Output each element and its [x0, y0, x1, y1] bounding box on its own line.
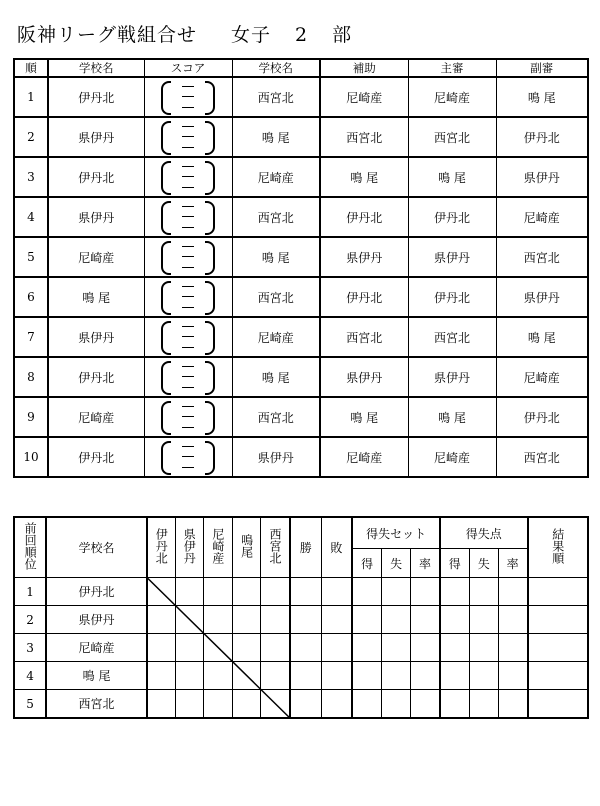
deputy-referee: 尼崎産	[496, 357, 588, 397]
result-cell	[261, 606, 290, 634]
right-paren-icon	[205, 161, 215, 195]
school-b: 鳴 尾	[232, 357, 320, 397]
loss-cell	[321, 606, 352, 634]
score-dash	[182, 296, 194, 297]
score-bracket	[159, 440, 217, 474]
match-row	[14, 437, 588, 477]
header-opp-4: 鳴尾	[239, 534, 254, 558]
assist-school: 鳴 尾	[320, 397, 408, 437]
chief-referee: 西宮北	[408, 317, 496, 357]
score-cell	[144, 117, 232, 157]
assist-school: 伊丹北	[320, 197, 408, 237]
title-division: 女子	[231, 24, 272, 46]
match-order: 4	[14, 197, 48, 237]
result-cell	[147, 634, 175, 662]
school-a: 県伊丹	[48, 197, 144, 237]
result-cell	[232, 634, 260, 662]
result-cell	[203, 634, 232, 662]
set-gain-cell	[352, 690, 381, 719]
match-row	[14, 197, 588, 237]
point-rate-cell	[498, 634, 527, 662]
chief-referee: 県伊丹	[408, 237, 496, 277]
match-row	[14, 277, 588, 317]
match-row	[14, 237, 588, 277]
school-a: 鳴 尾	[48, 277, 144, 317]
match-order: 2	[14, 117, 48, 157]
left-paren-icon	[161, 281, 171, 315]
header-set-lose: 失	[381, 549, 410, 578]
chief-referee: 伊丹北	[408, 277, 496, 317]
score-dash	[182, 416, 194, 417]
point-rate-cell	[498, 662, 527, 690]
point-lose-cell	[469, 690, 498, 719]
match-order: 9	[14, 397, 48, 437]
score-dash	[182, 187, 194, 188]
result-cell	[203, 662, 232, 690]
prev-rank: 3	[14, 634, 46, 662]
result-cell	[261, 690, 290, 719]
right-paren-icon	[205, 361, 215, 395]
result-cell	[203, 578, 232, 606]
assist-school: 伊丹北	[320, 277, 408, 317]
left-paren-icon	[161, 161, 171, 195]
right-paren-icon	[205, 321, 215, 355]
left-paren-icon	[161, 321, 171, 355]
deputy-referee: 西宮北	[496, 437, 588, 477]
score-dash	[182, 336, 194, 337]
set-rate-cell	[411, 578, 440, 606]
match-row	[14, 397, 588, 437]
match-row	[14, 117, 588, 157]
result-cell	[175, 662, 203, 690]
school-b: 県伊丹	[232, 437, 320, 477]
chief-referee: 県伊丹	[408, 357, 496, 397]
score-bracket	[159, 160, 217, 194]
right-paren-icon	[205, 441, 215, 475]
school-b: 鳴 尾	[232, 237, 320, 277]
right-paren-icon	[205, 401, 215, 435]
win-cell	[290, 690, 321, 719]
score-cell	[144, 437, 232, 477]
header-opp-2: 県伊丹	[182, 528, 197, 564]
match-order: 1	[14, 77, 48, 117]
score-bracket	[159, 80, 217, 114]
score-cell	[144, 77, 232, 117]
score-cell	[144, 317, 232, 357]
score-cell	[144, 157, 232, 197]
result-rank-cell	[528, 606, 589, 634]
result-rank-cell	[528, 662, 589, 690]
school-a: 伊丹北	[48, 77, 144, 117]
loss-cell	[321, 690, 352, 719]
assist-school: 西宮北	[320, 117, 408, 157]
header-set-diff: 得失セット	[352, 517, 440, 549]
score-dash	[182, 166, 194, 167]
result-cell	[175, 634, 203, 662]
chief-referee: 尼崎産	[408, 437, 496, 477]
page-title	[17, 20, 352, 47]
set-lose-cell	[381, 634, 410, 662]
score-dash	[182, 96, 194, 97]
header-point-lose: 失	[469, 549, 498, 578]
point-rate-cell	[498, 690, 527, 719]
standings-row	[14, 662, 588, 690]
school-b: 西宮北	[232, 77, 320, 117]
header-order: 順	[14, 59, 48, 77]
set-rate-cell	[411, 690, 440, 719]
point-lose-cell	[469, 634, 498, 662]
header-point-diff: 得失点	[440, 517, 528, 549]
result-rank-cell	[528, 578, 589, 606]
deputy-referee: 県伊丹	[496, 157, 588, 197]
deputy-referee: 西宮北	[496, 237, 588, 277]
score-bracket	[159, 360, 217, 394]
chief-referee: 尼崎産	[408, 77, 496, 117]
assist-school: 県伊丹	[320, 237, 408, 277]
chief-referee: 伊丹北	[408, 197, 496, 237]
result-cell	[232, 690, 260, 719]
chief-referee: 鳴 尾	[408, 157, 496, 197]
right-paren-icon	[205, 241, 215, 275]
score-dash	[182, 456, 194, 457]
header-point-gain: 得	[440, 549, 469, 578]
loss-cell	[321, 634, 352, 662]
point-rate-cell	[498, 606, 527, 634]
score-dash	[182, 366, 194, 367]
left-paren-icon	[161, 401, 171, 435]
right-paren-icon	[205, 201, 215, 235]
score-bracket	[159, 280, 217, 314]
deputy-referee: 鳴 尾	[496, 317, 588, 357]
point-gain-cell	[440, 606, 469, 634]
score-bracket	[159, 200, 217, 234]
header-prev-rank: 前回順位	[23, 522, 38, 570]
school-name: 西宮北	[46, 690, 147, 719]
chief-referee: 鳴 尾	[408, 397, 496, 437]
match-row	[14, 357, 588, 397]
left-paren-icon	[161, 121, 171, 155]
set-lose-cell	[381, 606, 410, 634]
deputy-referee: 県伊丹	[496, 277, 588, 317]
result-rank-cell	[528, 690, 589, 719]
score-cell	[144, 397, 232, 437]
header-win: 勝	[290, 517, 321, 578]
score-cell	[144, 197, 232, 237]
title-number: 2	[295, 24, 309, 46]
school-b: 西宮北	[232, 397, 320, 437]
header-school: 学校名	[46, 517, 147, 578]
assist-school: 尼崎産	[320, 437, 408, 477]
set-gain-cell	[352, 578, 381, 606]
right-paren-icon	[205, 121, 215, 155]
score-dash	[182, 176, 194, 177]
standings-table	[13, 516, 589, 719]
result-cell	[203, 606, 232, 634]
header-chief-referee: 主審	[408, 59, 496, 77]
set-lose-cell	[381, 578, 410, 606]
assist-school: 鳴 尾	[320, 157, 408, 197]
result-cell	[232, 606, 260, 634]
result-cell	[147, 606, 175, 634]
score-dash	[182, 147, 194, 148]
deputy-referee: 伊丹北	[496, 117, 588, 157]
standings-row	[14, 690, 588, 719]
header-school-a: 学校名	[48, 59, 144, 77]
result-cell	[147, 578, 175, 606]
score-dash	[182, 286, 194, 287]
left-paren-icon	[161, 241, 171, 275]
header-opp-1: 伊丹北	[154, 528, 169, 564]
standings-row	[14, 606, 588, 634]
result-cell	[175, 606, 203, 634]
match-order: 3	[14, 157, 48, 197]
score-dash	[182, 246, 194, 247]
header-score: スコア	[144, 59, 232, 77]
score-dash	[182, 467, 194, 468]
header-deputy-referee: 副審	[496, 59, 588, 77]
prev-rank: 1	[14, 578, 46, 606]
school-name: 鳴 尾	[46, 662, 147, 690]
assist-school: 尼崎産	[320, 77, 408, 117]
win-cell	[290, 662, 321, 690]
deputy-referee: 尼崎産	[496, 197, 588, 237]
set-lose-cell	[381, 690, 410, 719]
result-cell	[147, 662, 175, 690]
result-cell	[232, 578, 260, 606]
match-order: 10	[14, 437, 48, 477]
win-cell	[290, 606, 321, 634]
match-order: 8	[14, 357, 48, 397]
score-dash	[182, 136, 194, 137]
match-schedule-table	[13, 58, 589, 478]
school-a: 尼崎産	[48, 397, 144, 437]
assist-school: 西宮北	[320, 317, 408, 357]
set-rate-cell	[411, 606, 440, 634]
header-set-rate: 率	[411, 549, 440, 578]
school-a: 伊丹北	[48, 157, 144, 197]
header-opp-3: 尼崎産	[210, 528, 225, 564]
result-cell	[232, 662, 260, 690]
left-paren-icon	[161, 361, 171, 395]
score-dash	[182, 206, 194, 207]
score-dash	[182, 107, 194, 108]
score-dash	[182, 427, 194, 428]
match-row	[14, 317, 588, 357]
school-b: 西宮北	[232, 277, 320, 317]
score-dash	[182, 267, 194, 268]
set-rate-cell	[411, 662, 440, 690]
match-row	[14, 157, 588, 197]
result-cell	[261, 662, 290, 690]
standings-row	[14, 634, 588, 662]
left-paren-icon	[161, 81, 171, 115]
match-order: 6	[14, 277, 48, 317]
match-order: 7	[14, 317, 48, 357]
point-lose-cell	[469, 606, 498, 634]
prev-rank: 2	[14, 606, 46, 634]
set-lose-cell	[381, 662, 410, 690]
set-gain-cell	[352, 662, 381, 690]
school-name: 伊丹北	[46, 578, 147, 606]
score-dash	[182, 326, 194, 327]
loss-cell	[321, 578, 352, 606]
match-order: 5	[14, 237, 48, 277]
school-a: 伊丹北	[48, 357, 144, 397]
result-cell	[147, 690, 175, 719]
score-dash	[182, 86, 194, 87]
point-gain-cell	[440, 634, 469, 662]
point-gain-cell	[440, 578, 469, 606]
result-cell	[261, 578, 290, 606]
result-cell	[203, 690, 232, 719]
header-school-b: 学校名	[232, 59, 320, 77]
point-lose-cell	[469, 662, 498, 690]
score-cell	[144, 277, 232, 317]
score-dash	[182, 307, 194, 308]
score-dash	[182, 376, 194, 377]
school-b: 尼崎産	[232, 317, 320, 357]
school-name: 尼崎産	[46, 634, 147, 662]
score-cell	[144, 357, 232, 397]
school-b: 鳴 尾	[232, 117, 320, 157]
point-lose-cell	[469, 578, 498, 606]
right-paren-icon	[205, 81, 215, 115]
result-rank-cell	[528, 634, 589, 662]
assist-school: 県伊丹	[320, 357, 408, 397]
header-result: 結果順	[550, 528, 565, 564]
title-main: 阪神リーグ戦組合せ	[17, 24, 198, 46]
set-rate-cell	[411, 634, 440, 662]
result-cell	[261, 634, 290, 662]
point-gain-cell	[440, 690, 469, 719]
left-paren-icon	[161, 441, 171, 475]
win-cell	[290, 634, 321, 662]
title-suffix: 部	[332, 24, 353, 46]
school-b: 尼崎産	[232, 157, 320, 197]
result-cell	[175, 578, 203, 606]
header-set-gain: 得	[352, 549, 381, 578]
score-dash	[182, 227, 194, 228]
score-dash	[182, 347, 194, 348]
set-gain-cell	[352, 634, 381, 662]
prev-rank: 5	[14, 690, 46, 719]
header-assist: 補助	[320, 59, 408, 77]
school-a: 伊丹北	[48, 437, 144, 477]
header-opp-5: 西宮北	[268, 528, 283, 564]
score-bracket	[159, 320, 217, 354]
score-bracket	[159, 240, 217, 274]
win-cell	[290, 578, 321, 606]
score-dash	[182, 126, 194, 127]
left-paren-icon	[161, 201, 171, 235]
score-dash	[182, 216, 194, 217]
standings-row	[14, 578, 588, 606]
score-dash	[182, 446, 194, 447]
point-rate-cell	[498, 578, 527, 606]
school-name: 県伊丹	[46, 606, 147, 634]
school-a: 県伊丹	[48, 317, 144, 357]
score-dash	[182, 256, 194, 257]
score-bracket	[159, 400, 217, 434]
deputy-referee: 鳴 尾	[496, 77, 588, 117]
deputy-referee: 伊丹北	[496, 397, 588, 437]
header-loss: 敗	[321, 517, 352, 578]
header-point-rate: 率	[498, 549, 527, 578]
score-bracket	[159, 120, 217, 154]
score-dash	[182, 387, 194, 388]
score-dash	[182, 406, 194, 407]
prev-rank: 4	[14, 662, 46, 690]
loss-cell	[321, 662, 352, 690]
score-cell	[144, 237, 232, 277]
school-b: 西宮北	[232, 197, 320, 237]
result-cell	[175, 690, 203, 719]
set-gain-cell	[352, 606, 381, 634]
school-a: 県伊丹	[48, 117, 144, 157]
right-paren-icon	[205, 281, 215, 315]
point-gain-cell	[440, 662, 469, 690]
match-row	[14, 77, 588, 117]
chief-referee: 西宮北	[408, 117, 496, 157]
school-a: 尼崎産	[48, 237, 144, 277]
